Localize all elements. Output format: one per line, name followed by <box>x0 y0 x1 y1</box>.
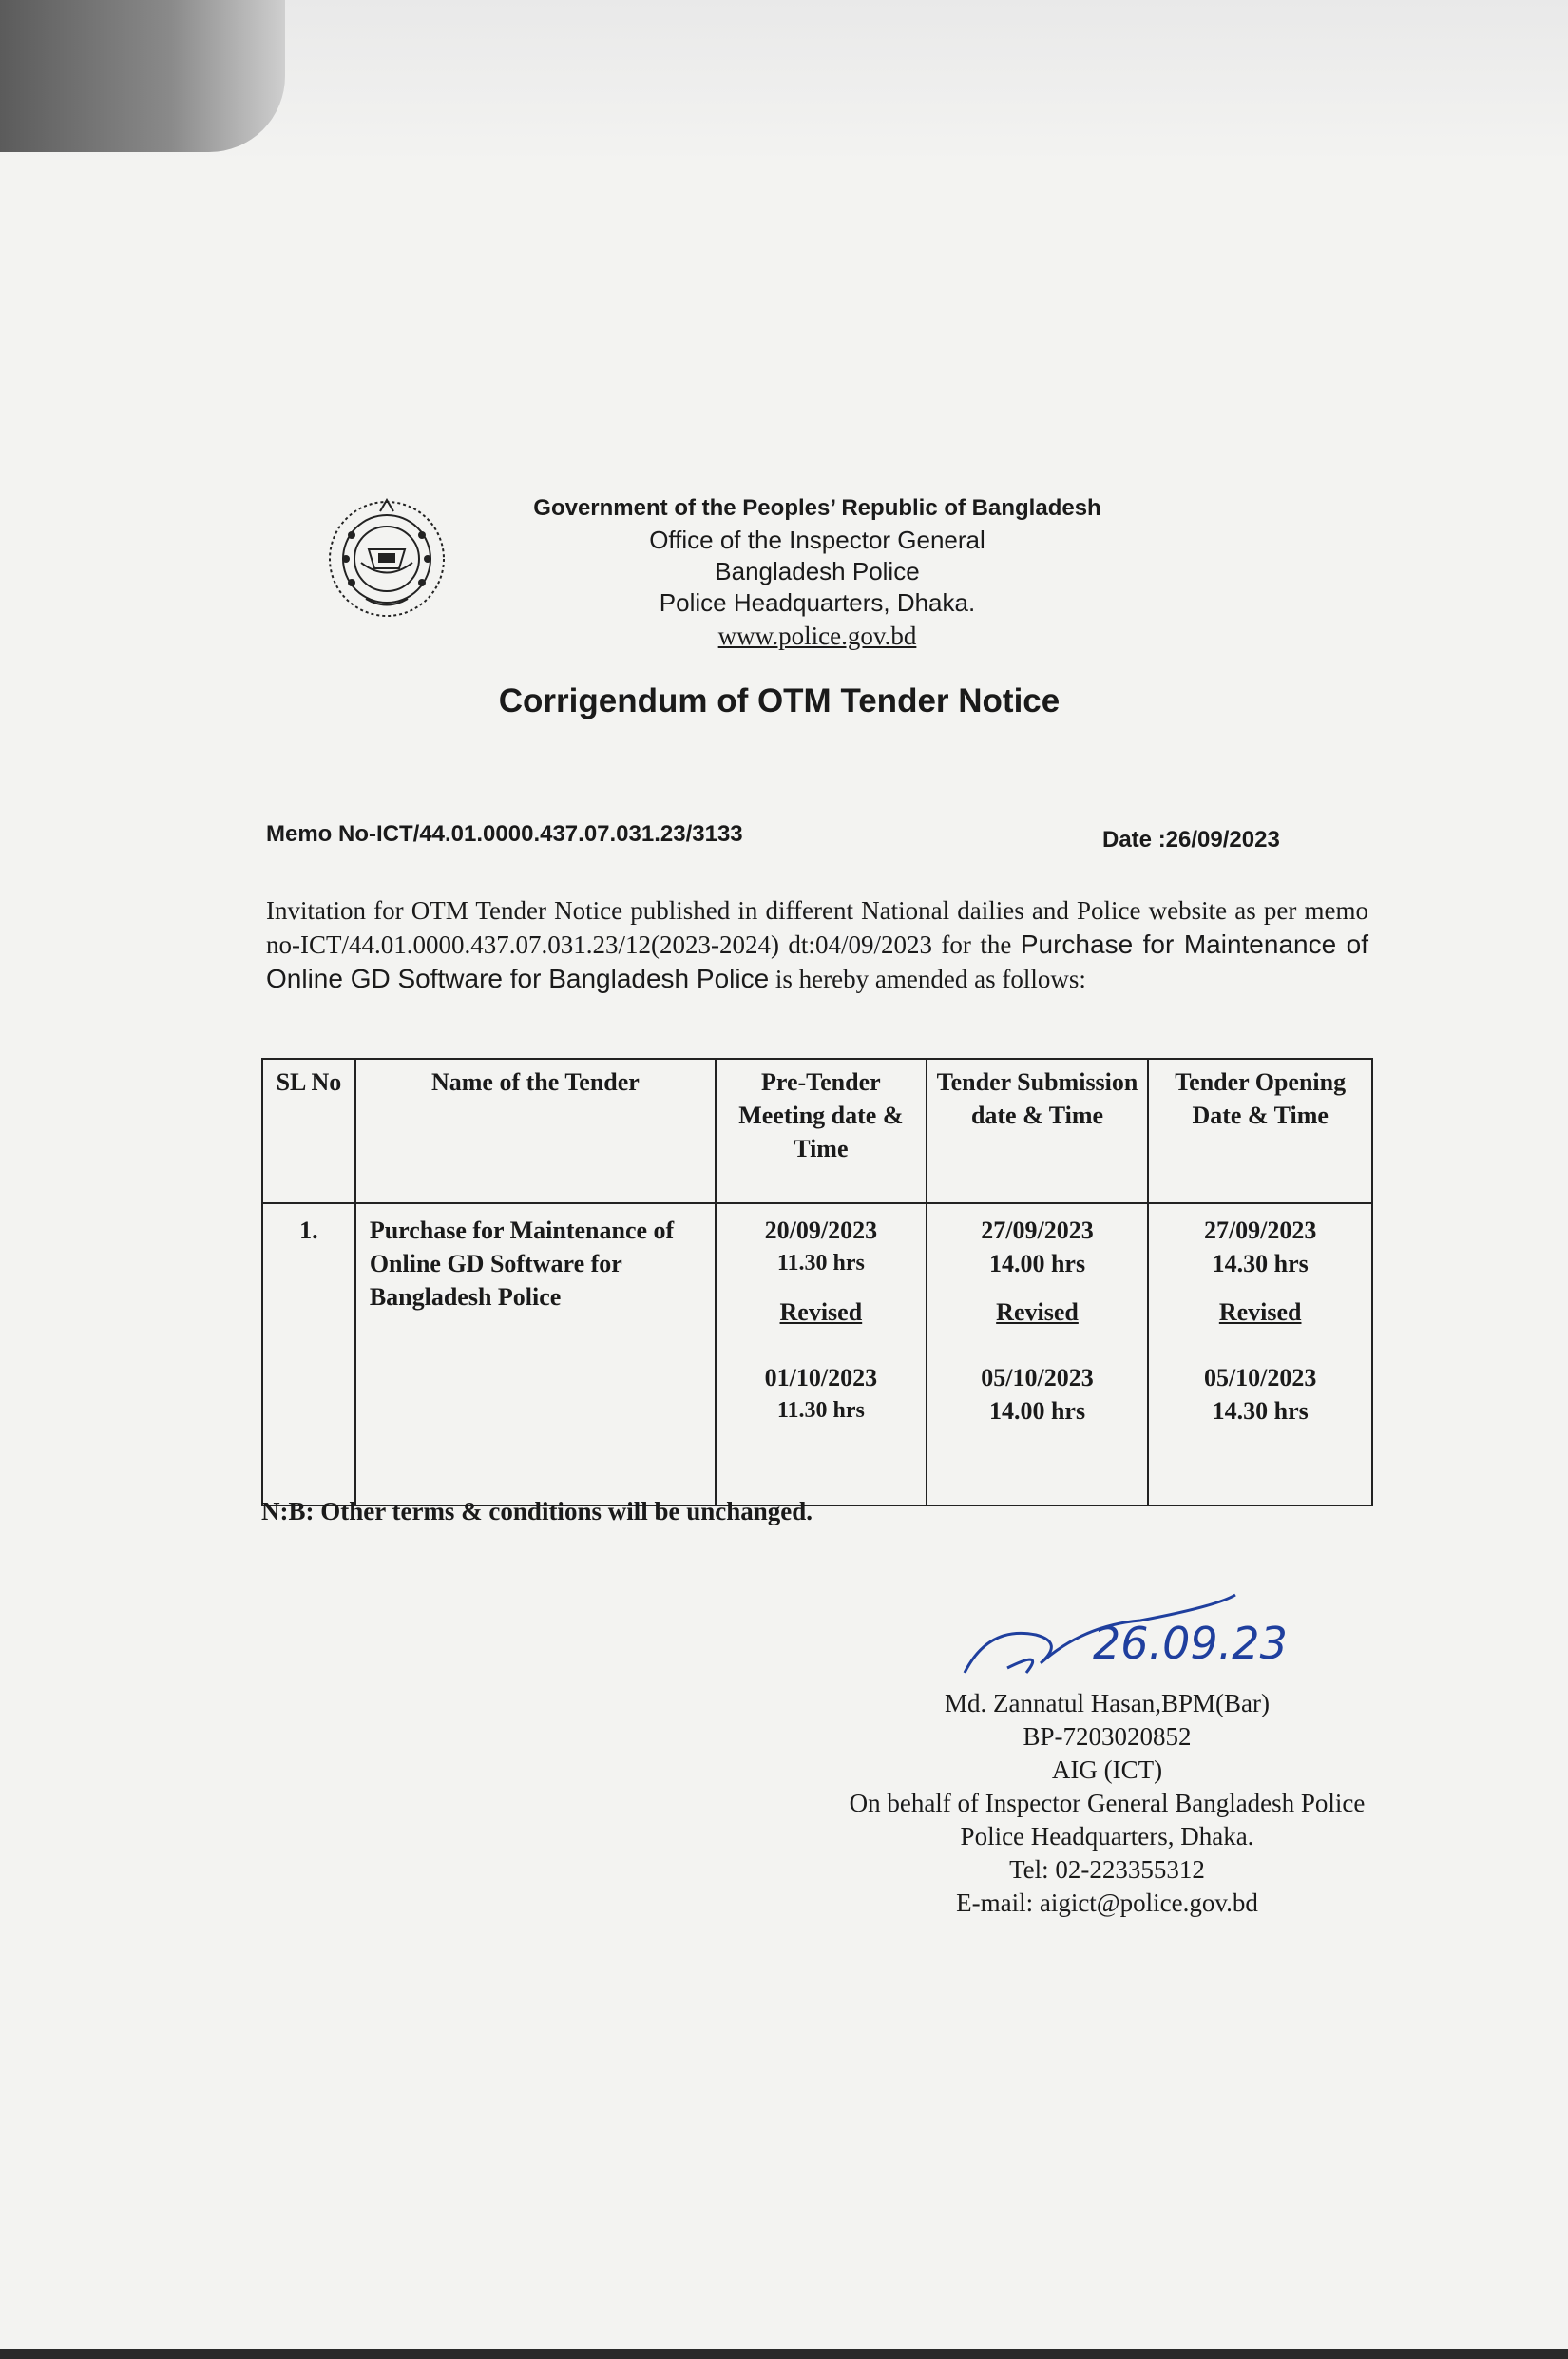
header-sl: SL No <box>262 1059 355 1203</box>
cell-submission <box>927 1203 1149 1506</box>
note-unchanged: N:B: Other terms & conditions will be unchanged. <box>261 1497 813 1525</box>
signatory-name: Md. Zannatul Hasan,BPM(Bar) <box>945 1689 1270 1717</box>
scan-shadow-corner <box>0 0 285 152</box>
pre-time: 11.30 hrs <box>776 1251 865 1275</box>
open-new-date: 05/10/2023 <box>1203 1364 1317 1391</box>
sub-new-time: 14.00 hrs <box>988 1397 1086 1425</box>
tender-table <box>261 1058 1373 1506</box>
open-time: 14.30 hrs <box>1212 1250 1309 1277</box>
table-header-row <box>262 1059 1372 1203</box>
handwritten-signature <box>950 1568 1349 1692</box>
header-name: Name of the Tender <box>355 1059 716 1203</box>
signatory-email[interactable]: E-mail: aigict@police.gov.bd <box>956 1889 1258 1917</box>
signatory-tel: Tel: 02-223355312 <box>1009 1855 1205 1884</box>
header-opening: Tender Opening Date & Time <box>1148 1059 1372 1203</box>
sub-revised-label: Revised <box>996 1298 1079 1326</box>
signatory-designation: AIG (ICT) <box>1051 1755 1163 1784</box>
open-date: 27/09/2023 <box>1203 1217 1317 1244</box>
office-name: Office of the Inspector General <box>649 526 985 554</box>
cell-opening <box>1148 1203 1372 1506</box>
pre-revised-label: Revised <box>779 1298 863 1326</box>
website-link[interactable]: www.police.gov.bd <box>717 622 917 650</box>
headquarters-address: Police Headquarters, Dhaka. <box>659 588 976 617</box>
scan-edge-bottom <box>0 2349 1568 2359</box>
cell-sl: 1. <box>262 1203 355 1506</box>
police-seal-icon <box>323 492 451 621</box>
header-submission: Tender Submission date & Time <box>927 1059 1149 1203</box>
intro-text-2: is hereby amended as follows: <box>774 965 1086 993</box>
document-title: Corrigendum of OTM Tender Notice <box>498 682 1061 719</box>
intro-text-1: Invitation for OTM Tender Notice published in different National dailies and Police website as per memo no-ICT/44.01.0000.437.07.031.23/12(2023-2024) dt:04/09/2023 for the <box>266 896 1368 959</box>
sub-date: 27/09/2023 <box>981 1217 1094 1244</box>
signatory-behalf: On behalf of Inspector General Bangladesh Police <box>849 1789 1366 1817</box>
sub-time: 14.00 hrs <box>988 1250 1086 1277</box>
sub-new-date: 05/10/2023 <box>981 1364 1094 1391</box>
memo-number: Memo No-ICT/44.01.0000.437.07.031.23/3133 <box>266 821 743 847</box>
pre-new-date: 01/10/2023 <box>764 1364 878 1391</box>
handwritten-date: 26.09.23 <box>1093 1618 1288 1669</box>
intro-paragraph <box>266 893 1368 996</box>
organization-name: Bangladesh Police <box>715 557 920 585</box>
cell-tender-name: Purchase for Maintenance of Online GD Software for Bangladesh Police <box>355 1203 716 1506</box>
pre-new-time: 11.30 hrs <box>776 1398 865 1423</box>
signatory-hq: Police Headquarters, Dhaka. <box>960 1822 1254 1851</box>
intro-subject: Purchase for Maintenance of Online GD Software for Bangladesh Police <box>266 930 1369 993</box>
header-pre-tender: Pre-Tender Meeting date & Time <box>716 1059 927 1203</box>
open-new-time: 14.30 hrs <box>1212 1397 1309 1425</box>
memo-date: Date :26/09/2023 <box>1102 827 1280 853</box>
letterhead <box>504 492 1131 653</box>
cell-pre-tender <box>716 1203 927 1506</box>
open-revised-label: Revised <box>1218 1298 1302 1326</box>
table-row <box>262 1203 1372 1506</box>
government-name: Government of the Peoples’ Republic of Bangladesh <box>533 495 1101 521</box>
signatory-bp: BP-7203020852 <box>1023 1722 1192 1751</box>
pre-date: 20/09/2023 <box>764 1217 878 1244</box>
signature-block <box>760 1687 1454 1920</box>
